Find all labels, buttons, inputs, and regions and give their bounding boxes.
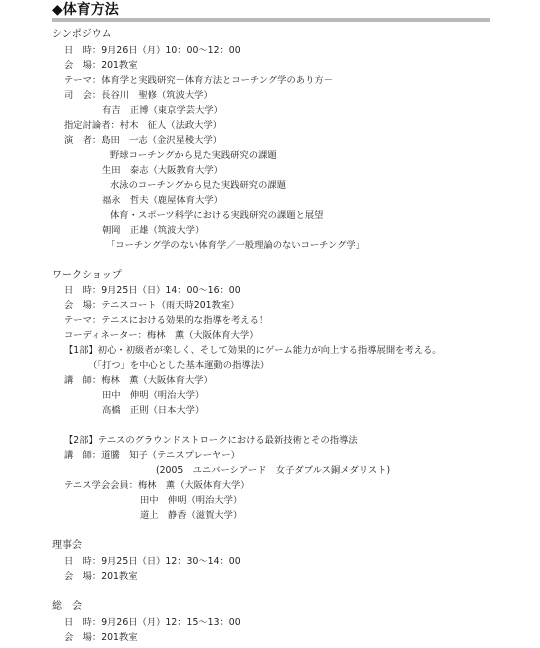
workshop-member-2: 田中 伸明（明治大学） (140, 495, 243, 506)
general-venue: 会 場：201教室 (64, 632, 138, 643)
workshop-datetime: 日 時：9月25日（日）14：00〜16：00 (64, 285, 241, 296)
symposium-discussant: 指定討論者：村木 征人（法政大学） (64, 120, 223, 131)
workshop-title: ワークショップ (52, 270, 122, 281)
workshop-coordinator: コーディネーター：梅林 薫（大阪体育大学） (64, 330, 259, 341)
general-title: 総 会 (52, 601, 82, 612)
symposium-speaker-2: 生田 泰志（大阪教育大学） (102, 165, 223, 176)
workshop-part2-title: 【2部】テニスのグラウンドストロークにおける最新技術とその指導法 (64, 435, 358, 446)
symposium-speaker-4: 朝岡 正雄（筑波大学） (102, 225, 205, 236)
workshop-theme: テーマ：テニスにおける効果的な指導を考える！ (64, 315, 269, 326)
board-title: 理事会 (52, 540, 82, 551)
symposium-speaker-3-topic: 体育・スポーツ科学における実践研究の課題と展望 (110, 210, 324, 221)
workshop-part2-lecturer: 講 師：道騰 知子（テニスプレーヤー） (64, 450, 240, 461)
symposium-datetime: 日 時：9月26日（月）10：00〜12：00 (64, 45, 241, 56)
workshop-part1-subtitle: （「打つ」を中心とした基本運動の指導法） (88, 360, 270, 371)
symposium-moderator-2: 有吉 正博（東京学芸大学） (102, 105, 223, 116)
symposium-speaker-1: 演 者：島田 一志（金沢星稜大学） (64, 135, 223, 146)
board-datetime: 日 時：9月25日（日）12：30〜14：00 (64, 556, 241, 567)
workshop-part1-lecturer-2: 田中 伸明（明治大学） (102, 390, 205, 401)
symposium-title: シンポジウム (52, 29, 112, 40)
workshop-part2-lecturer-note: (2005 ユニバーシアード 女子ダブルス銅メダリスト) (156, 465, 391, 476)
symposium-venue: 会 場：201教室 (64, 60, 138, 71)
workshop-part1-lecturer-3: 高橋 正則（日本大学） (102, 405, 205, 416)
board-venue: 会 場：201教室 (64, 571, 138, 582)
workshop-part1-title: 【1部】初心・初級者が楽しく、そして効果的にゲーム能力が向上する指導展開を考える。 (64, 345, 442, 356)
symposium-speaker-2-topic: 水泳のコーチングから見た実践研究の課題 (110, 180, 286, 191)
workshop-part1-lecturer-1: 講 師：梅林 薫（大阪体育大学） (64, 375, 213, 386)
workshop-member-3: 道上 静香（滋賀大学） (140, 510, 243, 521)
page-title: ◆体育方法 (52, 2, 119, 18)
symposium-moderator: 司 会：長谷川 聖修（筑波大学） (64, 90, 213, 101)
workshop-member-1: テニス学会会員：梅林 薫（大阪体育大学） (64, 480, 250, 491)
symposium-speaker-1-topic: 野球コーチングから見た実践研究の課題 (110, 150, 277, 161)
symposium-speaker-3: 福永 哲夫（鹿屋体育大学） (102, 195, 223, 206)
workshop-venue: 会 場：テニスコート（雨天時201教室） (64, 300, 240, 311)
symposium-speaker-4-topic: 「コーチング学のない体育学／一般理論のないコーチング学」 (106, 240, 366, 251)
general-datetime: 日 時：9月26日（月）12：15〜13：00 (64, 617, 241, 628)
symposium-theme: テーマ：体育学と実践研究－体育方法とコーチング学のあり方－ (64, 75, 333, 86)
